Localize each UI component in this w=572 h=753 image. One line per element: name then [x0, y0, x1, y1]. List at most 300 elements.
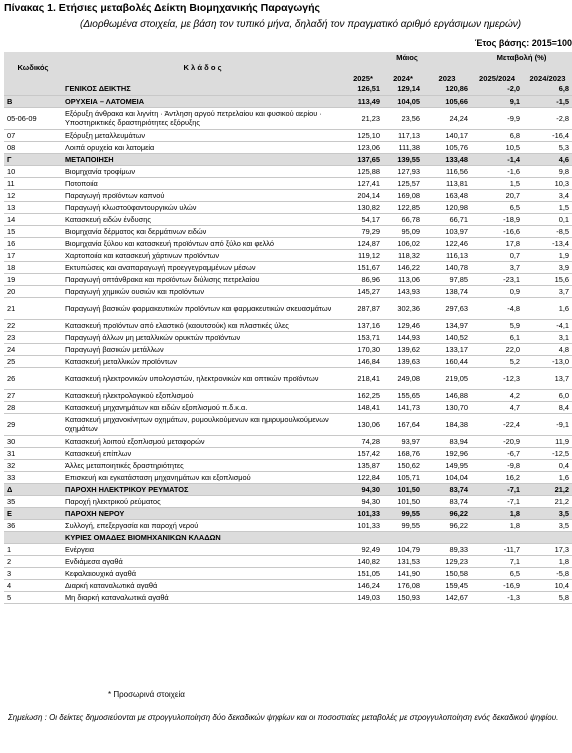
table-row [4, 297, 572, 319]
row-change-2025-2024: 3,7 [471, 261, 523, 273]
row-code: 25 [4, 355, 62, 367]
row-value-2024: 117,13 [383, 129, 423, 141]
row-sector-name: Κατασκευή μηχανοκίνητων οχημάτων, ρυμουλκούμενων και ημιρυμουλκούμενων οχημάτων [62, 413, 343, 435]
base-year-label: Έτος βάσης: 2015=100 [474, 38, 572, 48]
row-code: 27 [4, 389, 62, 401]
row-value-2025: 122,84 [343, 471, 383, 483]
row-value-2024: 127,93 [383, 165, 423, 177]
row-sector-name: Κατασκευή μηχανημάτων και ειδών εξοπλισμού π.δ.κ.α. [62, 401, 343, 413]
row-value-2024: 249,08 [383, 367, 423, 389]
row-value-2024: 155,65 [383, 389, 423, 401]
row-value-2025: 151,05 [343, 567, 383, 579]
row-code: 30 [4, 435, 62, 447]
row-sector-name: Παροχή ηλεκτρικού ρεύματος [62, 495, 343, 507]
row-change-2025-2024: 5,9 [471, 319, 523, 331]
row-value-2025: 92,49 [343, 543, 383, 555]
row-change-2024-2023: 1,8 [523, 555, 572, 567]
row-value-2025: 137,65 [343, 153, 383, 165]
row-value-2023: 140,17 [423, 129, 471, 141]
row-sector-name: Επισκευή και εγκατάσταση μηχανημάτων και εξοπλισμού [62, 471, 343, 483]
table-row [4, 567, 572, 579]
row-value-2025: 157,42 [343, 447, 383, 459]
row-code: 1 [4, 543, 62, 555]
row-change-2025-2024: 22,0 [471, 343, 523, 355]
row-value-2024: 131,53 [383, 555, 423, 567]
row-value-2024: 101,50 [383, 495, 423, 507]
header-code: Κωδικός [4, 52, 62, 83]
row-change-2024-2023: -2,8 [523, 107, 572, 129]
row-code [4, 83, 62, 95]
row-value-2024: 99,55 [383, 519, 423, 531]
row-value-2023: 89,33 [423, 543, 471, 555]
row-value-2025: 140,82 [343, 555, 383, 567]
row-value-2023: 134,97 [423, 319, 471, 331]
row-change-2024-2023: 1,6 [523, 471, 572, 483]
row-value-2023: 83,94 [423, 435, 471, 447]
row-change-2024-2023: 3,5 [523, 507, 572, 519]
row-change-2024-2023: -13,4 [523, 237, 572, 249]
table-row [4, 459, 572, 471]
row-value-2025: 119,12 [343, 249, 383, 261]
row-value-2023 [423, 531, 471, 543]
row-sector-name: ΓΕΝΙΚΟΣ ΔΕΙΚΤΗΣ [62, 83, 343, 95]
row-sector-name: Εξόρυξη μεταλλευμάτων [62, 129, 343, 141]
row-value-2023: 120,98 [423, 201, 471, 213]
row-value-2023: 120,86 [423, 83, 471, 95]
row-value-2025: 170,30 [343, 343, 383, 355]
row-value-2024: 141,73 [383, 401, 423, 413]
table-title: Πίνακας 1. Ετήσιες μεταβολές Δείκτη Βιομηχανικής Παραγωγής [4, 2, 321, 14]
row-change-2025-2024: -23,1 [471, 273, 523, 285]
row-value-2023: 140,52 [423, 331, 471, 343]
row-change-2024-2023: 3,5 [523, 519, 572, 531]
row-value-2023: 129,23 [423, 555, 471, 567]
row-change-2024-2023: 13,7 [523, 367, 572, 389]
row-change-2025-2024: 1,5 [471, 177, 523, 189]
row-sector-name: Παραγωγή βασικών φαρμακευτικών προϊόντων και φαρμακευτικών σκευασμάτων [62, 297, 343, 319]
row-value-2023: 149,95 [423, 459, 471, 471]
table-row [4, 141, 572, 153]
row-change-2024-2023: 1,6 [523, 297, 572, 319]
table-row [4, 249, 572, 261]
row-change-2024-2023: -4,1 [523, 319, 572, 331]
row-value-2025: 130,82 [343, 201, 383, 213]
row-sector-name: Παραγωγή χημικών ουσιών και προϊόντων [62, 285, 343, 297]
table-row [4, 165, 572, 177]
row-code: 05-06-09 [4, 107, 62, 129]
row-change-2024-2023: 8,4 [523, 401, 572, 413]
row-sector-name: Διαρκή καταναλωτικά αγαθά [62, 579, 343, 591]
row-change-2024-2023: 15,6 [523, 273, 572, 285]
row-code: 08 [4, 141, 62, 153]
table-row [4, 107, 572, 129]
row-change-2025-2024: 5,2 [471, 355, 523, 367]
row-change-2025-2024: 1,8 [471, 519, 523, 531]
row-code: 07 [4, 129, 62, 141]
row-sector-name: Βιομηχανία τροφίμων [62, 165, 343, 177]
row-value-2024: 106,02 [383, 237, 423, 249]
row-value-2025: 123,06 [343, 141, 383, 153]
row-value-2025: 86,96 [343, 273, 383, 285]
table-row [4, 591, 572, 603]
row-change-2025-2024: 4,2 [471, 389, 523, 401]
row-value-2023: 122,46 [423, 237, 471, 249]
table-row [4, 543, 572, 555]
row-change-2024-2023: 1,9 [523, 249, 572, 261]
row-value-2025: 94,30 [343, 495, 383, 507]
row-sector-name: Κατασκευή λοιπού εξοπλισμού μεταφορών [62, 435, 343, 447]
row-change-2025-2024: 6,8 [471, 129, 523, 141]
row-code: 24 [4, 343, 62, 355]
row-code: 19 [4, 273, 62, 285]
row-change-2025-2024: -16,6 [471, 225, 523, 237]
row-value-2025: 124,87 [343, 237, 383, 249]
row-sector-name: Μη διαρκή καταναλωτικά αγαθά [62, 591, 343, 603]
header-month: Μάιος [343, 52, 471, 63]
row-sector-name: Κατασκευή προϊόντων από ελαστικό (καουτσούκ) και πλαστικές ύλες [62, 319, 343, 331]
row-change-2025-2024: -22,4 [471, 413, 523, 435]
table-row [4, 225, 572, 237]
table-row [4, 507, 572, 519]
table-row [4, 83, 572, 95]
row-value-2024: 105,71 [383, 471, 423, 483]
row-value-2023: 219,05 [423, 367, 471, 389]
row-change-2024-2023: -12,5 [523, 447, 572, 459]
row-value-2025: 146,24 [343, 579, 383, 591]
footnote: Σημείωση : Οι δείκτες δημοσιεύονται με στρογγυλοποίηση δύο δεκαδικών ψηφίων και οι ποσοστιαίες μεταβολές με στρογγυλοποίηση ενός δεκαδικού ψηφίου. [8, 713, 559, 722]
row-value-2024: 101,50 [383, 483, 423, 495]
header-change: Μεταβολή (%) [471, 52, 572, 63]
row-value-2024: 176,08 [383, 579, 423, 591]
row-change-2024-2023: 0,1 [523, 213, 572, 225]
row-code: 3 [4, 567, 62, 579]
row-value-2023: 116,56 [423, 165, 471, 177]
row-value-2024: 125,57 [383, 177, 423, 189]
row-value-2023: 133,48 [423, 153, 471, 165]
row-value-2024: 139,55 [383, 153, 423, 165]
row-change-2025-2024: 9,1 [471, 95, 523, 107]
row-value-2023: 146,88 [423, 389, 471, 401]
row-code: 36 [4, 519, 62, 531]
row-change-2024-2023: 10,3 [523, 177, 572, 189]
table-row [4, 367, 572, 389]
header-spacer [343, 63, 471, 73]
row-value-2024: 141,90 [383, 567, 423, 579]
row-change-2025-2024: -7,1 [471, 495, 523, 507]
row-sector-name: Λοιπά ορυχεία και λατομεία [62, 141, 343, 153]
row-change-2025-2024: 4,7 [471, 401, 523, 413]
row-value-2025: 79,29 [343, 225, 383, 237]
row-value-2024: 23,56 [383, 107, 423, 129]
table-row [4, 129, 572, 141]
row-change-2025-2024: 6,1 [471, 331, 523, 343]
row-change-2025-2024: -20,9 [471, 435, 523, 447]
row-code: 11 [4, 177, 62, 189]
row-code: 20 [4, 285, 62, 297]
row-code: 18 [4, 261, 62, 273]
row-sector-name: Κατασκευή ειδών ένδυσης [62, 213, 343, 225]
row-code: E [4, 507, 62, 519]
row-code: 26 [4, 367, 62, 389]
row-value-2025: 204,14 [343, 189, 383, 201]
row-sector-name: ΠΑΡΟΧΗ ΝΕΡΟΥ [62, 507, 343, 519]
row-value-2023: 104,04 [423, 471, 471, 483]
row-sector-name: Κατασκευή μεταλλικών προϊόντων [62, 355, 343, 367]
row-value-2024: 139,62 [383, 343, 423, 355]
row-change-2024-2023: -13,0 [523, 355, 572, 367]
row-change-2025-2024: -18,9 [471, 213, 523, 225]
row-value-2024: 150,93 [383, 591, 423, 603]
row-value-2024: 99,55 [383, 507, 423, 519]
row-code: B [4, 95, 62, 107]
row-code: 10 [4, 165, 62, 177]
row-code: 33 [4, 471, 62, 483]
row-sector-name: ΜΕΤΑΠΟΙΗΣΗ [62, 153, 343, 165]
row-value-2025: 145,27 [343, 285, 383, 297]
row-code: 2 [4, 555, 62, 567]
row-value-2023: 113,81 [423, 177, 471, 189]
row-change-2025-2024: 1,8 [471, 507, 523, 519]
row-sector-name: Βιομηχανία ξύλου και κατασκευή προϊόντων από ξύλο και φελλό [62, 237, 343, 249]
header-2025: 2025* [343, 73, 383, 83]
row-change-2025-2024: 17,8 [471, 237, 523, 249]
row-change-2024-2023 [523, 531, 572, 543]
table-row [4, 343, 572, 355]
table-row [4, 273, 572, 285]
row-sector-name: Χαρτοποιία και κατασκευή χάρτινων προϊόντων [62, 249, 343, 261]
row-value-2023: 297,63 [423, 297, 471, 319]
row-sector-name: Κατασκευή ηλεκτρολογικού εξοπλισμού [62, 389, 343, 401]
row-value-2023: 96,22 [423, 507, 471, 519]
row-sector-name: Κατασκευή ηλεκτρονικών υπολογιστών, ηλεκτρονικών και οπτικών προϊόντων [62, 367, 343, 389]
row-change-2024-2023: 6,8 [523, 83, 572, 95]
row-value-2024: 139,63 [383, 355, 423, 367]
row-value-2023: 83,74 [423, 495, 471, 507]
row-value-2025: 149,03 [343, 591, 383, 603]
row-value-2024: 302,36 [383, 297, 423, 319]
row-sector-name: Παραγωγή κλωστοϋφαντουργικών υλών [62, 201, 343, 213]
row-change-2024-2023: 17,3 [523, 543, 572, 555]
row-code: 21 [4, 297, 62, 319]
row-value-2023: 133,17 [423, 343, 471, 355]
row-value-2023: 142,67 [423, 591, 471, 603]
row-code: 29 [4, 413, 62, 435]
row-code: 5 [4, 591, 62, 603]
table-row [4, 531, 572, 543]
row-change-2024-2023: 5,3 [523, 141, 572, 153]
row-code: Γ [4, 153, 62, 165]
row-value-2024: 95,09 [383, 225, 423, 237]
table-row [4, 331, 572, 343]
header-change-2025-2024: 2025/2024 [471, 73, 523, 83]
row-value-2023: 66,71 [423, 213, 471, 225]
row-change-2024-2023: 6,0 [523, 389, 572, 401]
row-value-2025: 146,84 [343, 355, 383, 367]
table-subtitle: (Διορθωμένα στοιχεία, με βάση τον τυπικό μήνα, δηλαδή τον πραγματικό αριθμό εργάσιμων ημερών) [80, 19, 522, 30]
header-sector: Κ λ ά δ ο ς [62, 52, 343, 83]
row-sector-name: Κατασκευή επίπλων [62, 447, 343, 459]
table-row [4, 213, 572, 225]
row-change-2024-2023: 21,2 [523, 495, 572, 507]
row-value-2024: 129,14 [383, 83, 423, 95]
row-change-2025-2024: -9,9 [471, 107, 523, 129]
row-sector-name: Ποτοποιία [62, 177, 343, 189]
row-change-2025-2024: 6,5 [471, 567, 523, 579]
row-change-2024-2023: -1,5 [523, 95, 572, 107]
table-row [4, 285, 572, 297]
row-value-2024: 93,97 [383, 435, 423, 447]
table-row [4, 435, 572, 447]
row-change-2024-2023: 10,4 [523, 579, 572, 591]
row-value-2023: 138,74 [423, 285, 471, 297]
row-value-2025: 21,23 [343, 107, 383, 129]
row-value-2025: 135,87 [343, 459, 383, 471]
row-code [4, 531, 62, 543]
row-code: 14 [4, 213, 62, 225]
row-change-2024-2023: -8,5 [523, 225, 572, 237]
table-row [4, 401, 572, 413]
table-row [4, 189, 572, 201]
row-sector-name: Εξόρυξη άνθρακα και λιγνίτη · Άντληση αργού πετρελαίου και φυσικού αερίου · Υποστηρικτικές δραστηριότητες εξόρυξης [62, 107, 343, 129]
table-row [4, 319, 572, 331]
row-value-2024: 129,46 [383, 319, 423, 331]
row-code: 12 [4, 189, 62, 201]
row-value-2025: 218,41 [343, 367, 383, 389]
row-value-2025 [343, 531, 383, 543]
row-code: 22 [4, 319, 62, 331]
table-row [4, 413, 572, 435]
row-value-2025: 74,28 [343, 435, 383, 447]
row-value-2025: 54,17 [343, 213, 383, 225]
row-value-2023: 184,38 [423, 413, 471, 435]
row-change-2025-2024: 20,7 [471, 189, 523, 201]
table-row [4, 447, 572, 459]
row-value-2023: 83,74 [423, 483, 471, 495]
table-row [4, 237, 572, 249]
table-row [4, 355, 572, 367]
row-value-2024: 169,08 [383, 189, 423, 201]
row-value-2024: 144,93 [383, 331, 423, 343]
row-value-2024: 168,76 [383, 447, 423, 459]
row-value-2023: 103,97 [423, 225, 471, 237]
row-change-2025-2024: 0,9 [471, 285, 523, 297]
row-change-2025-2024: -7,1 [471, 483, 523, 495]
row-sector-name: Παραγωγή άλλων μη μεταλλικών ορυκτών προϊόντων [62, 331, 343, 343]
header-change-2024-2023: 2024/2023 [523, 73, 572, 83]
row-value-2025: 148,41 [343, 401, 383, 413]
row-change-2024-2023: 21,2 [523, 483, 572, 495]
row-value-2024: 122,85 [383, 201, 423, 213]
row-sector-name: Κεφαλαιουχικά αγαθά [62, 567, 343, 579]
row-value-2024: 113,06 [383, 273, 423, 285]
row-change-2024-2023: 11,9 [523, 435, 572, 447]
row-change-2025-2024: 0,7 [471, 249, 523, 261]
header-2023: 2023 [423, 73, 471, 83]
row-value-2024: 111,38 [383, 141, 423, 153]
row-value-2023: 116,13 [423, 249, 471, 261]
row-change-2025-2024: -1,6 [471, 165, 523, 177]
row-value-2025: 151,67 [343, 261, 383, 273]
row-value-2025: 137,16 [343, 319, 383, 331]
row-code: 23 [4, 331, 62, 343]
industrial-production-table [4, 52, 572, 604]
table-row [4, 471, 572, 483]
row-value-2025: 113,49 [343, 95, 383, 107]
row-change-2025-2024: -6,7 [471, 447, 523, 459]
row-code: 31 [4, 447, 62, 459]
row-value-2025: 130,06 [343, 413, 383, 435]
row-value-2023: 96,22 [423, 519, 471, 531]
row-change-2024-2023: 3,1 [523, 331, 572, 343]
row-value-2023: 97,85 [423, 273, 471, 285]
row-value-2024: 104,05 [383, 95, 423, 107]
table-row [4, 389, 572, 401]
row-sector-name: ΚΥΡΙΕΣ ΟΜΑΔΕΣ ΒΙΟΜΗΧΑΝΙΚΩΝ ΚΛΑΔΩΝ [62, 531, 343, 543]
row-sector-name: ΠΑΡΟΧΗ ΗΛΕΚΤΡΙΚΟΥ ΡΕΥΜΑΤΟΣ [62, 483, 343, 495]
row-value-2023: 130,70 [423, 401, 471, 413]
table-row [4, 483, 572, 495]
header-2024: 2024* [383, 73, 423, 83]
row-sector-name: Άλλες μεταποιητικές δραστηριότητες [62, 459, 343, 471]
row-value-2025: 94,30 [343, 483, 383, 495]
row-value-2025: 101,33 [343, 519, 383, 531]
row-value-2023: 192,96 [423, 447, 471, 459]
row-change-2025-2024: 7,1 [471, 555, 523, 567]
row-code: 13 [4, 201, 62, 213]
table-row [4, 555, 572, 567]
row-change-2024-2023: -5,8 [523, 567, 572, 579]
row-sector-name: ΟΡΥΧΕΙΑ – ΛΑΤΟΜΕΙΑ [62, 95, 343, 107]
row-sector-name: Βιομηχανία δέρματος και δερμάτινων ειδών [62, 225, 343, 237]
row-change-2024-2023: 4,8 [523, 343, 572, 355]
row-value-2024: 104,79 [383, 543, 423, 555]
row-change-2024-2023: 4,6 [523, 153, 572, 165]
row-change-2024-2023: -9,1 [523, 413, 572, 435]
row-value-2025: 125,88 [343, 165, 383, 177]
row-value-2025: 153,71 [343, 331, 383, 343]
table-row [4, 519, 572, 531]
row-sector-name: Εκτυπώσεις και αναπαραγωγή προεγγεγραμμένων μέσων [62, 261, 343, 273]
row-change-2024-2023: 1,5 [523, 201, 572, 213]
row-change-2025-2024: -1,4 [471, 153, 523, 165]
row-change-2024-2023: 9,8 [523, 165, 572, 177]
row-value-2023: 150,58 [423, 567, 471, 579]
row-change-2025-2024: -9,8 [471, 459, 523, 471]
table-row [4, 153, 572, 165]
row-code: 4 [4, 579, 62, 591]
row-value-2025: 125,10 [343, 129, 383, 141]
row-value-2024: 167,64 [383, 413, 423, 435]
row-code: 15 [4, 225, 62, 237]
header-spacer-2 [471, 63, 572, 73]
row-change-2024-2023: 3,4 [523, 189, 572, 201]
row-change-2024-2023: -16,4 [523, 129, 572, 141]
table-row [4, 201, 572, 213]
row-sector-name: Ενδιάμεσα αγαθά [62, 555, 343, 567]
row-value-2023: 159,45 [423, 579, 471, 591]
table-row [4, 261, 572, 273]
row-code: 17 [4, 249, 62, 261]
row-code: 16 [4, 237, 62, 249]
row-value-2023: 24,24 [423, 107, 471, 129]
provisional-note: * Προσωρινά στοιχεία [108, 690, 185, 699]
row-change-2025-2024: -1,3 [471, 591, 523, 603]
row-code: 28 [4, 401, 62, 413]
row-value-2025: 127,41 [343, 177, 383, 189]
row-value-2023: 105,66 [423, 95, 471, 107]
row-change-2025-2024: 10,5 [471, 141, 523, 153]
row-change-2024-2023: 5,8 [523, 591, 572, 603]
